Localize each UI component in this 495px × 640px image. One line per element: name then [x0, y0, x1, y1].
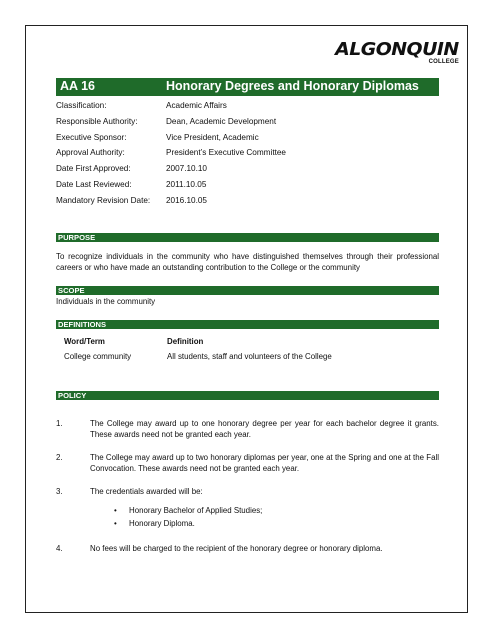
definition-term: College community: [64, 352, 132, 361]
college-logo: [335, 39, 459, 65]
meta-value: Vice President, Academic: [166, 132, 259, 142]
scope-text: Individuals in the community: [56, 297, 156, 306]
policy-title: Honorary Degrees and Honorary Diplomas: [166, 79, 419, 93]
meta-value: Dean, Academic Development: [166, 116, 277, 126]
meta-value: Academic Affairs: [166, 101, 227, 110]
policy-item-number: 1.: [56, 419, 63, 428]
policy-item-text: No fees will be charged to the recipient of the honorary degree or honorary diploma.: [90, 544, 383, 553]
meta-value: 2016.10.05: [166, 195, 207, 205]
meta-label: Executive Sponsor:: [56, 132, 127, 142]
definitions-definition-header: Definition: [167, 337, 204, 346]
credential-text: Honorary Diploma.: [129, 519, 195, 528]
policy-item-number: 4.: [56, 544, 63, 553]
meta-label: Classification:: [56, 101, 107, 110]
bullet-icon: •: [114, 519, 117, 528]
policy-item-text: The College may award up to two honorary diplomas per year, one at the Spring and one at the Fall Convocation. These awards need not be granted each year.: [90, 453, 439, 473]
policy-item-text: The credentials awarded will be:: [90, 487, 203, 496]
policy-item-text: The College may award up to one honorary degree per year for each bachelor degree it grants. These awards need not be granted each year.: [90, 419, 439, 439]
policy-title-bar: [56, 78, 439, 96]
policy-item-number: 2.: [56, 453, 63, 462]
policy-heading: POLICY: [56, 391, 439, 400]
bullet-icon: •: [114, 506, 117, 515]
policy-code: AA 16: [60, 79, 95, 93]
meta-value: President’s Executive Committee: [166, 148, 286, 158]
meta-value: 2011.10.05: [166, 179, 207, 189]
page-border: [25, 25, 468, 613]
meta-label: Mandatory Revision Date:: [56, 195, 151, 205]
definition-text: All students, staff and volunteers of the College: [167, 352, 332, 361]
meta-label: Date Last Reviewed:: [56, 179, 132, 189]
logo-subtitle: COLLEGE: [428, 59, 459, 65]
scope-heading: SCOPE: [56, 286, 439, 295]
meta-label: Responsible Authority:: [56, 116, 138, 126]
meta-label: Date First Approved:: [56, 164, 131, 174]
logo-wordmark: ALGONQUIN: [335, 39, 459, 60]
policy-item-number: 3.: [56, 487, 63, 496]
definitions-heading: DEFINITIONS: [56, 320, 439, 329]
purpose-heading: PURPOSE: [56, 233, 439, 242]
meta-label: Approval Authority:: [56, 148, 125, 158]
meta-value: 2007.10.10: [166, 164, 207, 174]
definitions-term-header: Word/Term: [64, 337, 105, 346]
credential-text: Honorary Bachelor of Applied Studies;: [129, 506, 263, 515]
purpose-text: To recognize individuals in the community who have distinguished themselves through their professional careers or who have made an outstanding contribution to the College or the community: [56, 252, 439, 272]
